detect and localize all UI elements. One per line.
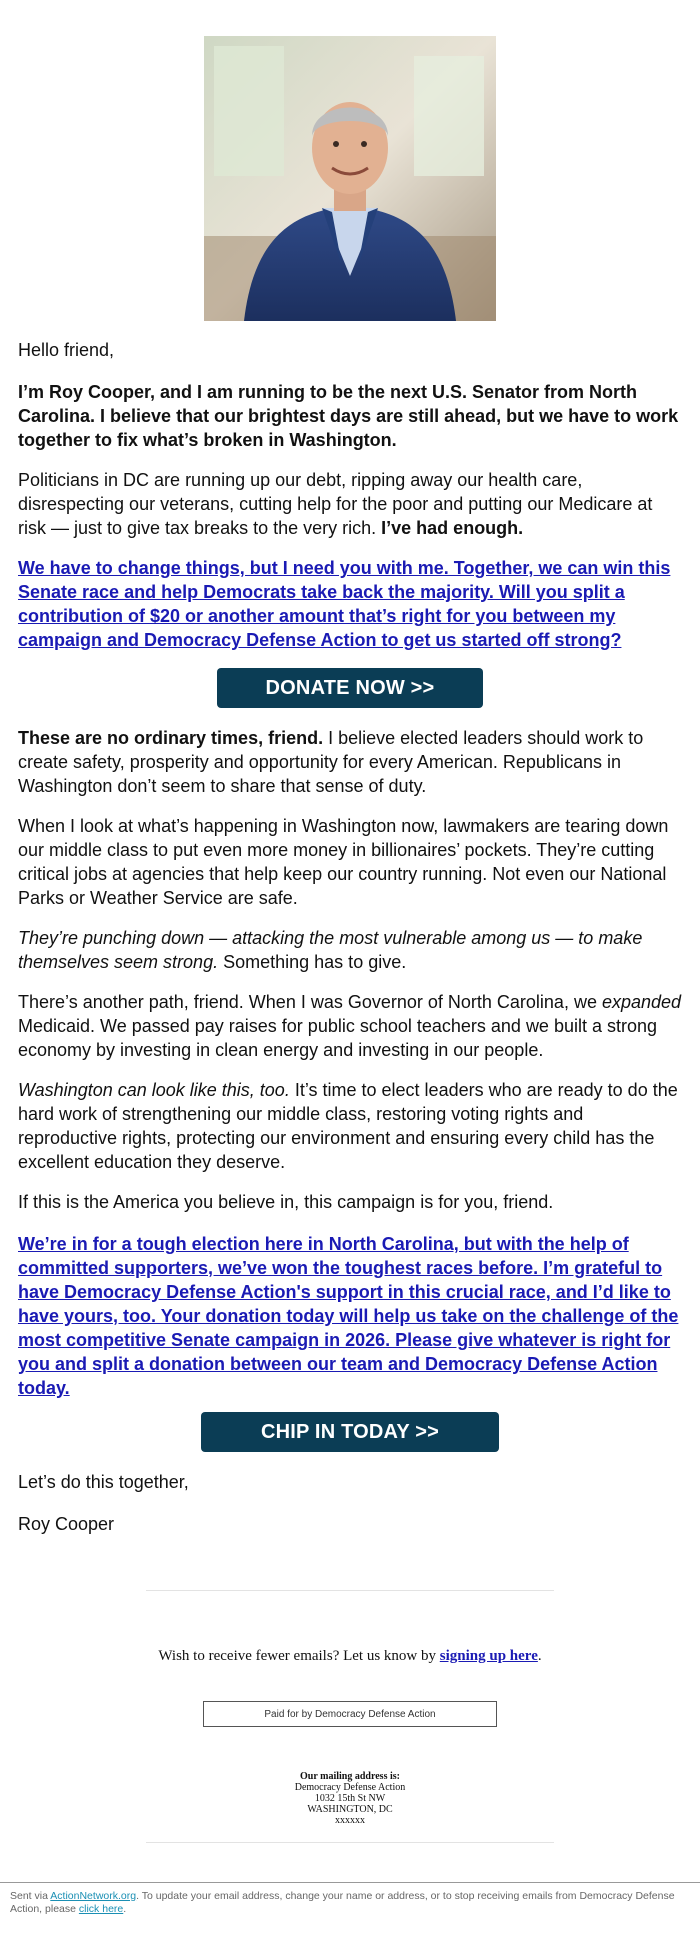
divider-top [146,1590,554,1591]
click-here-link[interactable]: click here [78,1903,124,1915]
chip-in-button[interactable]: CHIP IN TODAY >> [201,1412,499,1452]
donate-now-button[interactable]: DONATE NOW >> [217,668,483,708]
expanded-italic: expanded [601,992,682,1012]
mailing-org: Democracy Defense Action [294,1782,406,1793]
fewer-emails-end: . [537,1648,542,1664]
divider-bottom [146,1842,554,1843]
footer-divider [0,1882,700,1883]
footer-end-text: . [123,1903,127,1915]
america-paragraph: If this is the America you believe in, this campaign is for you, friend. [18,1192,554,1212]
tough-election-link[interactable]: We’re in for a tough election here in North Carolina, but with the help of committed supporters, we’ve won the toughest races before. I’m grateful to have Democracy Defense Action's support in this crucial race, and I’d like to have yours, too. Your donation today will help us take on the challenge of the most competitive Senate campaign in 2026. Please give whatever is right for you and split a donation between our team and Democracy Defense Action today. [18,1234,679,1398]
intro-paragraph: I’m Roy Cooper, and I am running to be the next U.S. Senator from North Carolina. I believe that our brightest days are still ahead, but we have to work together to fix what’s broken in Washington. [18,382,679,450]
another-path-b: Medicaid. We passed pay raises for public school teachers and we built a strong economy by investing in clean energy and investing in our people. [18,1016,658,1060]
footer-text [10,1890,680,1916]
had-enough-text: I’ve had enough. [381,518,524,538]
mailing-street: 1032 15th St NW [314,1793,386,1804]
look-like-text: It’s time to elect leaders who are ready to do the hard work of strengthening our middle class, restoring voting rights and reproductive rights, protecting our environment and ensuring every child has the excellent education they deserve. [18,1080,678,1172]
look-like-italic: Washington can look like this, too. [18,1080,290,1100]
mailing-zip: xxxxxx [335,1815,365,1826]
something-give-text: Something has to give. [223,952,407,972]
another-path-a: There’s another path, friend. When I was Governor of North Carolina, we [18,992,597,1012]
debt-text: Politicians in DC are running up our debt, ripping away our health care, disrespecting our veterans, cutting help for the poor and putting our Medicare at risk — just to give tax breaks to the very rich. [18,470,653,538]
candidate-portrait-image [204,36,496,321]
portrait-icon [204,36,496,321]
ordinary-times-paragraph [18,726,682,798]
punching-down-paragraph [18,926,682,974]
look-like-this-paragraph [18,1078,682,1174]
greeting: Hello friend, [18,340,115,360]
ordinary-times-text: I believe elected leaders should work to create safety, prosperity and opportunity for every American. Republicans in Washington don’t seem to share that sense of duty. [18,728,644,796]
fewer-emails-text: Wish to receive fewer emails? Let us know by [158,1648,437,1664]
cta-paragraph-2 [18,1232,682,1400]
sent-via-text: Sent via [10,1890,48,1902]
mailing-address [0,1771,700,1826]
cta-paragraph-1 [18,556,682,652]
another-path-paragraph [18,990,682,1062]
ordinary-times-bold: These are no ordinary times, friend. [18,728,324,748]
signature: Roy Cooper [18,1514,115,1534]
mailing-heading: Our mailing address is: [300,1771,400,1782]
fewer-emails-line [0,1648,700,1665]
mailing-city: WASHINGTON, DC [307,1804,393,1815]
signing-up-link[interactable]: signing up here [439,1648,538,1664]
punching-down-italic: They’re punching down — attacking the most vulnerable among us — to make themselves seem strong. [18,928,643,972]
closing-line: Let’s do this together, [18,1472,189,1492]
actionnetwork-link[interactable]: ActionNetwork.org [50,1890,137,1902]
paid-for-text: Paid for by Democracy Defense Action [264,1708,436,1720]
debt-paragraph [18,468,682,540]
split-contribution-link[interactable]: We have to change things, but I need you with me. Together, we can win this Senate race and help Democrats take back the majority. Will you split a contribution of $20 or another amount that’s right for you between my campaign and Democracy Defense Action to get us started off strong? [18,558,671,650]
footer-middle-text: . To update your email address, change your name or address, or to stop receiving emails from Democracy Defense Action, please [10,1890,675,1915]
paid-for-box [203,1701,497,1727]
washington-paragraph: When I look at what’s happening in Washington now, lawmakers are tearing down our middle class to put even more money in billionaires’ pockets. They’re cutting critical jobs at agencies that help keep our country running. Not even our National Parks or Weather Service are safe. [18,816,669,908]
